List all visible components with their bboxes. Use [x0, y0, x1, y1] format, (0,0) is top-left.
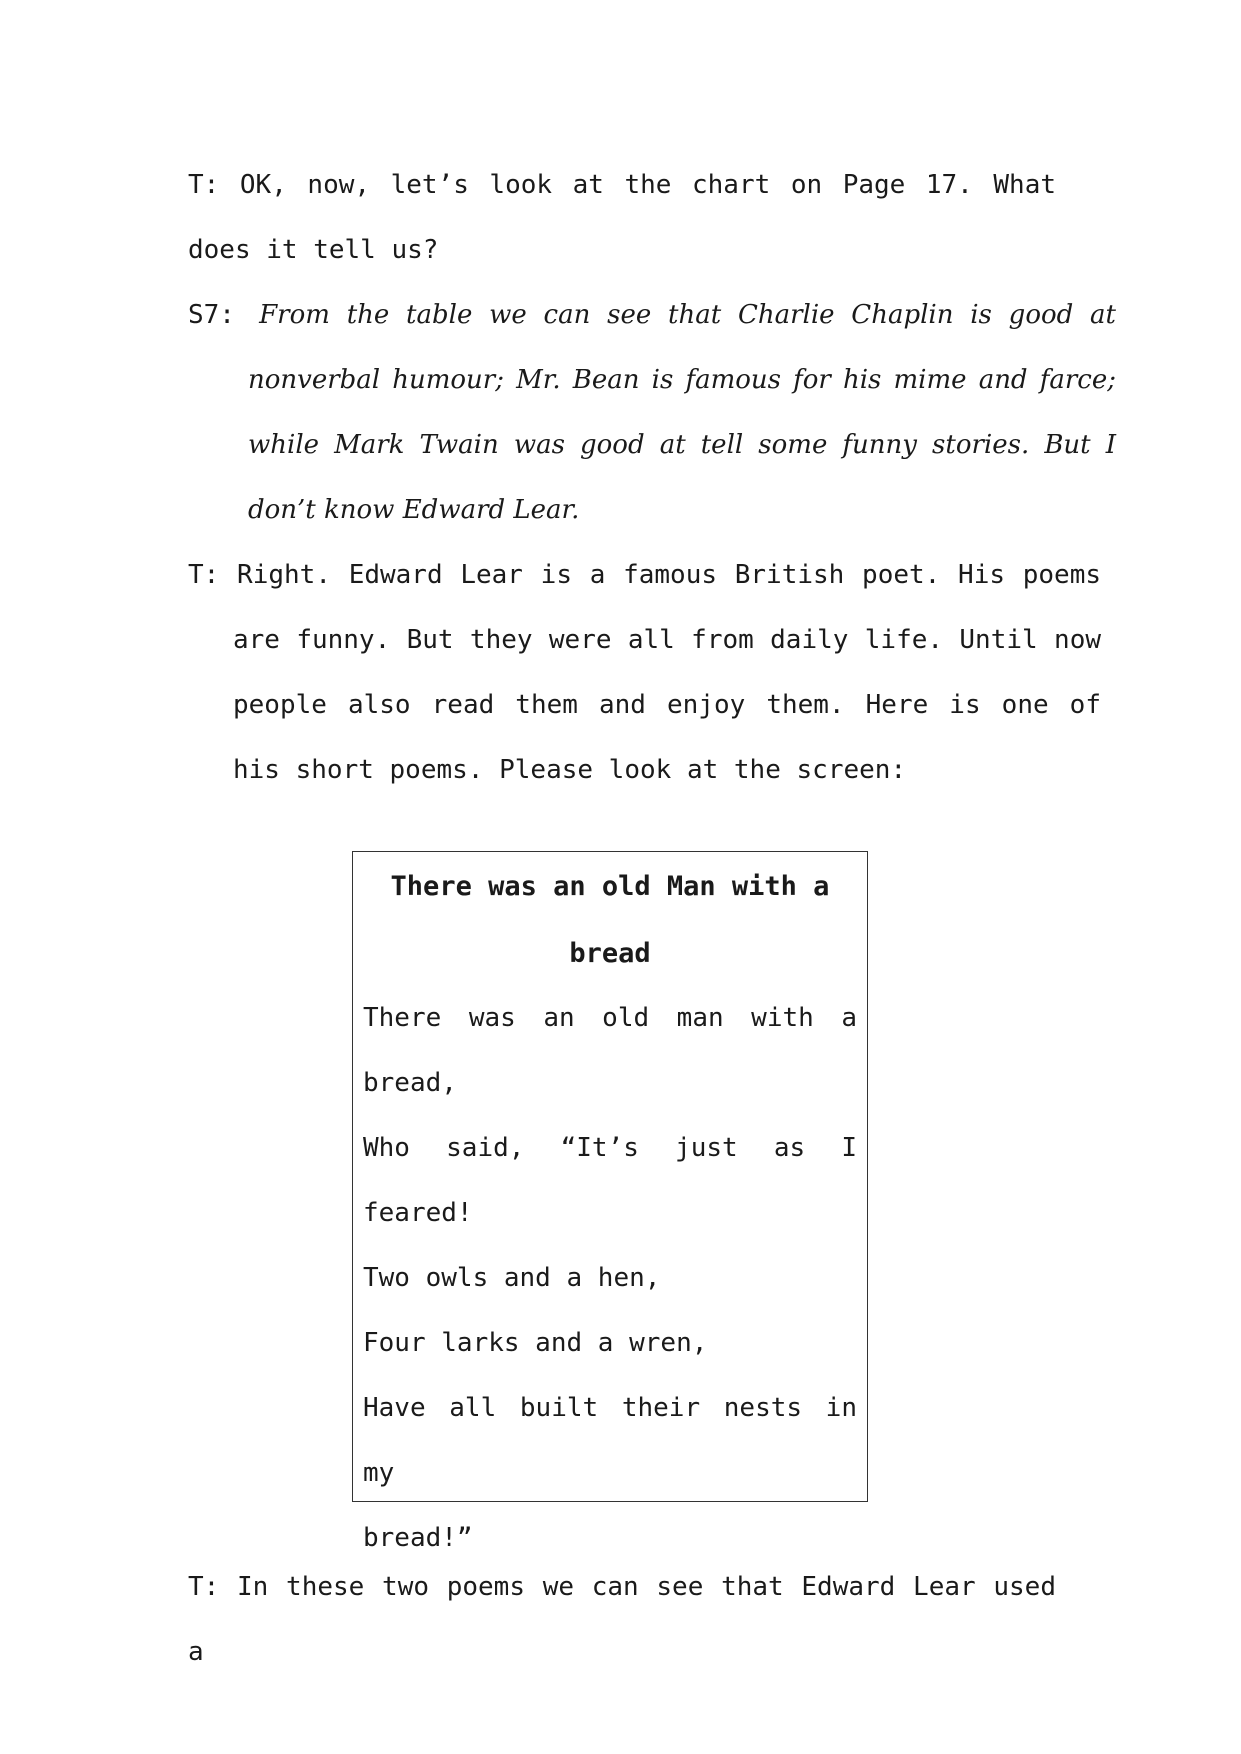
poem-line: Two owls and a hen,	[363, 1263, 661, 1293]
teacher-turn-3	[188, 1555, 1056, 1685]
teacher-turn-1	[188, 153, 1056, 283]
speaker-label: T:	[188, 560, 220, 590]
poem-line: Four larks and a wren,	[363, 1328, 708, 1358]
speaker-label: S7:	[188, 300, 235, 330]
speaker-label: T:	[188, 1572, 220, 1602]
utterance-text: Right. Edward Lear is a famous British poet. His poems are funny. But they were all from daily life. Until now people also read them and enjoy them. Here is one of his short poems. Please look at the screen:	[233, 560, 1102, 785]
teacher-turn-2	[188, 543, 1101, 803]
poem-line: There was an old man with a	[363, 1003, 857, 1033]
poem-line: bread!”	[363, 1523, 473, 1553]
utterance-text: OK, now, let’s look at the chart on Page 17. What does it tell us?	[188, 170, 1057, 265]
poem-line: feared!	[363, 1198, 473, 1228]
speaker-label: T:	[188, 170, 220, 200]
poem-line: bread,	[363, 1068, 457, 1098]
poem-title-line-1: There was an old Man with a	[390, 871, 830, 902]
student-turn-s7	[188, 283, 1116, 543]
poem-title-line-2: bread	[569, 938, 651, 969]
poem-line: Have all built their nests in my	[363, 1393, 857, 1488]
poem-box	[352, 851, 868, 1553]
utterance-text: From the table we can see that Charlie Chaplin is good at nonverbal humour; Mr. Bean is famous for his mime and farce; while Mark Twain was good at tell some funny stories. But I don’t know Edward Lear.	[248, 300, 1117, 525]
utterance-text: In these two poems we can see that Edward Lear used a	[188, 1572, 1056, 1667]
poem-line: Who said, “It’s just as I	[363, 1133, 857, 1163]
